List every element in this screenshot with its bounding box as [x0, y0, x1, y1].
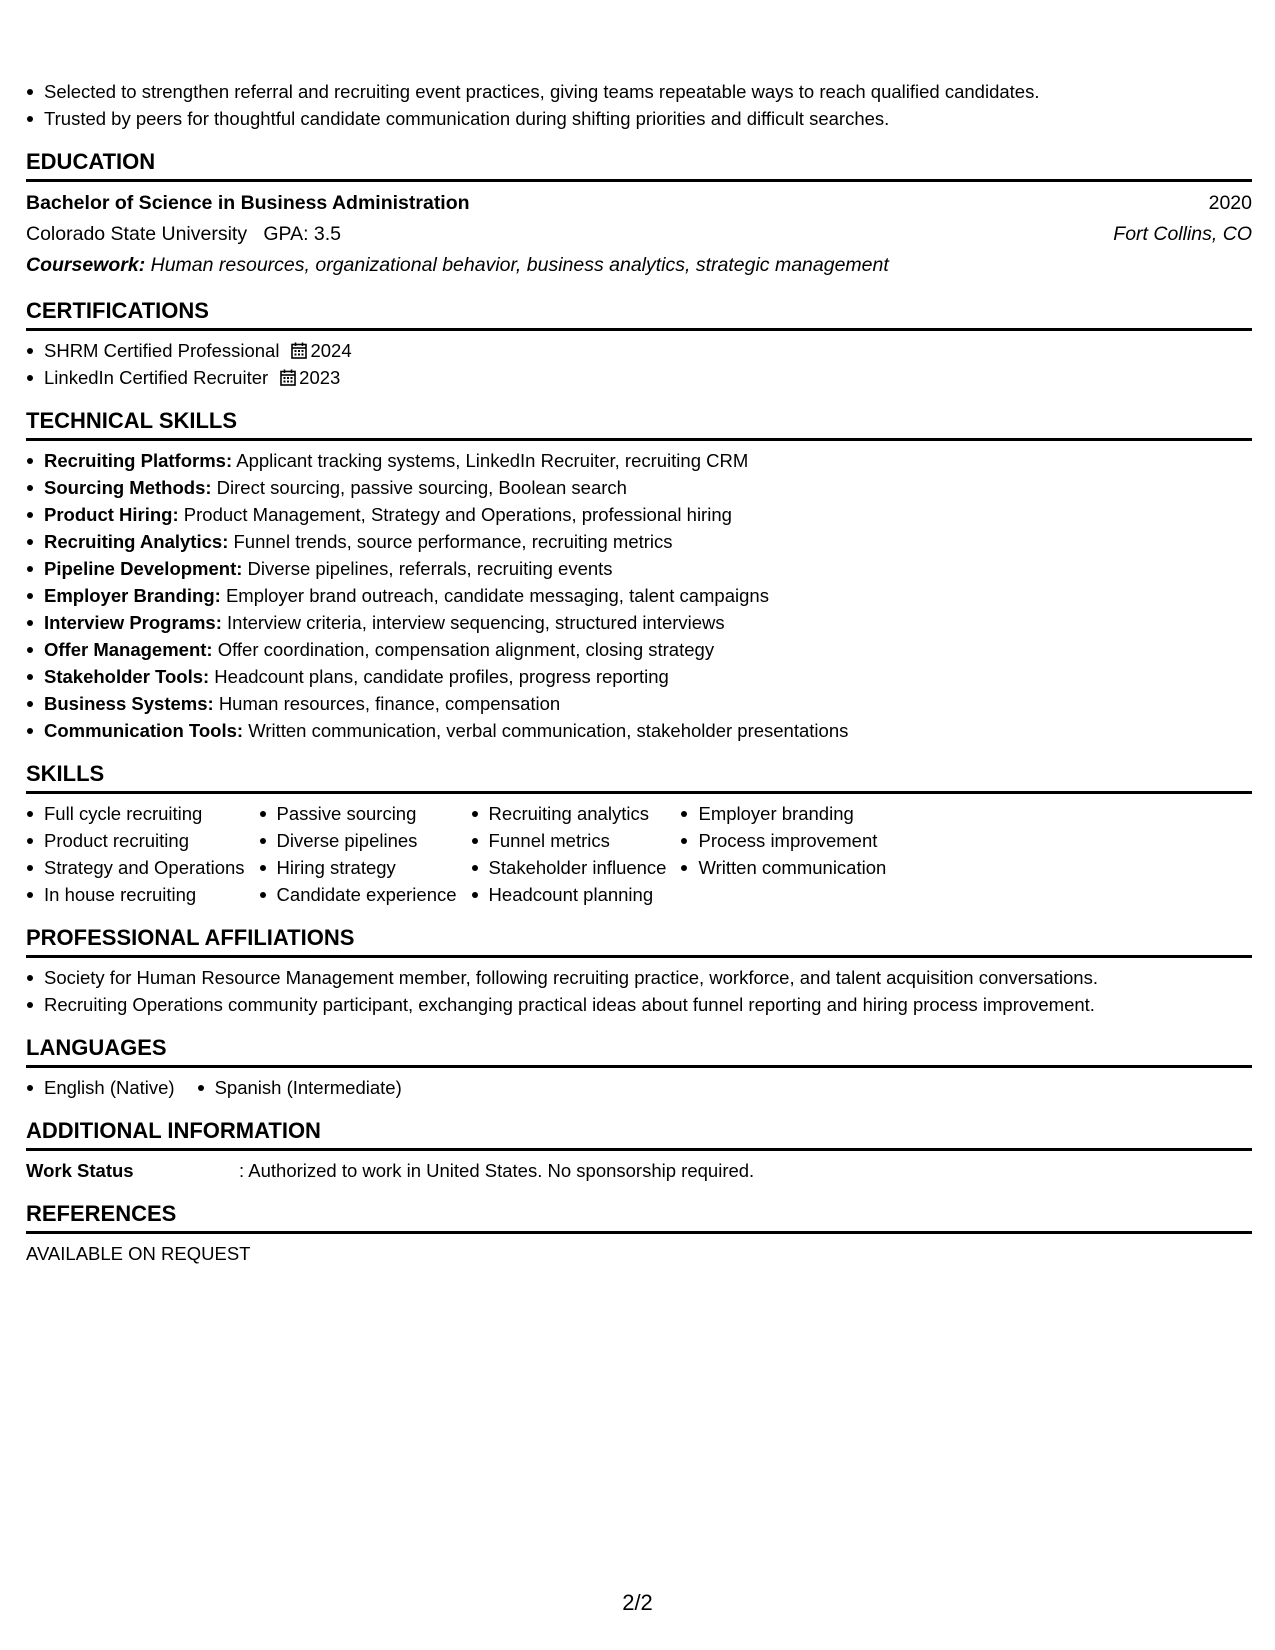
certifications-list — [26, 337, 1252, 391]
education-heading: EDUCATION — [26, 148, 1252, 182]
technical-skill-text: Funnel trends, source performance, recruiting metrics — [233, 531, 673, 552]
degree-row — [26, 188, 1252, 219]
certification-year: 2023 — [299, 367, 341, 388]
technical-skill-label: Offer Management: — [44, 639, 213, 660]
language-item: English (Native) — [26, 1074, 175, 1101]
technical-skill-item — [26, 582, 1252, 609]
skill-item: Passive sourcing — [259, 800, 457, 827]
coursework-label: Coursework: — [26, 254, 146, 276]
experience-bullet: Selected to strengthen referral and recruiting event practices, giving teams repeatable ways to reach qualified candidates. — [26, 78, 1252, 105]
calendar-icon — [280, 369, 296, 386]
skills-grid — [26, 800, 1252, 908]
calendar-icon — [291, 342, 307, 359]
skill-item: Employer branding — [680, 800, 886, 827]
experience-bullet: Trusted by peers for thoughtful candidate communication during shifting priorities and difficult searches. — [26, 105, 1252, 132]
degree-title: Bachelor of Science in Business Administration — [26, 192, 470, 214]
technical-skill-text: Written communication, verbal communication, stakeholder presentations — [248, 720, 849, 741]
references-heading: REFERENCES — [26, 1200, 1252, 1234]
language-item: Spanish (Intermediate) — [197, 1074, 402, 1101]
technical-skill-label: Pipeline Development: — [44, 558, 243, 579]
technical-skill-text: Interview criteria, interview sequencing, structured interviews — [227, 612, 725, 633]
technical-skill-item — [26, 528, 1252, 555]
work-status-value: : Authorized to work in United States. No sponsorship required. — [239, 1160, 755, 1181]
skills-column — [471, 800, 667, 908]
technical-skill-text: Offer coordination, compensation alignment, closing strategy — [217, 639, 715, 660]
languages-list — [26, 1074, 1252, 1101]
school-row — [26, 219, 1252, 250]
work-status-row — [26, 1157, 1252, 1184]
school-location: Fort Collins, CO — [1113, 223, 1252, 245]
skill-item: Product recruiting — [26, 827, 245, 854]
technical-skill-text: Human resources, finance, compensation — [218, 693, 561, 714]
technical-skill-label: Communication Tools: — [44, 720, 244, 741]
technical-skill-item — [26, 636, 1252, 663]
experience-bullets — [26, 78, 1252, 132]
technical-skill-label: Sourcing Methods: — [44, 477, 212, 498]
page-number: 2/2 — [622, 1590, 653, 1615]
languages-heading: LANGUAGES — [26, 1034, 1252, 1068]
skill-item: Stakeholder influence — [471, 854, 667, 881]
technical-skill-item — [26, 447, 1252, 474]
technical-skill-item — [26, 663, 1252, 690]
certification-date — [280, 367, 340, 388]
graduation-year: 2020 — [1208, 192, 1252, 214]
skill-item: Candidate experience — [259, 881, 457, 908]
technical-skill-label: Stakeholder Tools: — [44, 666, 210, 687]
technical-skill-label: Recruiting Platforms: — [44, 450, 233, 471]
affiliations-list — [26, 964, 1252, 1018]
technical-skill-text: Headcount plans, candidate profiles, progress reporting — [214, 666, 669, 687]
skills-heading: SKILLS — [26, 760, 1252, 794]
certification-year: 2024 — [310, 340, 352, 361]
affiliation-item: Recruiting Operations community participant, exchanging practical ideas about funnel reporting and hiring process improvement. — [26, 991, 1252, 1018]
skill-item: Recruiting analytics — [471, 800, 667, 827]
technical-skill-item — [26, 609, 1252, 636]
references-text: AVAILABLE ON REQUEST — [26, 1243, 251, 1264]
certification-name: LinkedIn Certified Recruiter — [44, 367, 269, 388]
additional-info-heading: ADDITIONAL INFORMATION — [26, 1117, 1252, 1151]
work-status-label: Work Status — [26, 1160, 134, 1181]
technical-skill-label: Interview Programs: — [44, 612, 222, 633]
technical-skill-label: Business Systems: — [44, 693, 214, 714]
technical-skill-text: Employer brand outreach, candidate messaging, talent campaigns — [225, 585, 769, 606]
skill-item: Diverse pipelines — [259, 827, 457, 854]
skill-item: Strategy and Operations — [26, 854, 245, 881]
technical-skill-text: Product Management, Strategy and Operations, professional hiring — [183, 504, 732, 525]
technical-skill-label: Employer Branding: — [44, 585, 221, 606]
skill-item: Funnel metrics — [471, 827, 667, 854]
technical-skill-label: Product Hiring: — [44, 504, 179, 525]
coursework — [26, 250, 1252, 281]
skill-item: Full cycle recruiting — [26, 800, 245, 827]
resume-page — [26, 78, 1252, 1268]
technical-skill-text: Applicant tracking systems, LinkedIn Recruiter, recruiting CRM — [236, 450, 749, 471]
certification-item — [26, 337, 1252, 364]
certification-date — [291, 340, 351, 361]
skill-item: Headcount planning — [471, 881, 667, 908]
skill-item: Process improvement — [680, 827, 886, 854]
certifications-heading: CERTIFICATIONS — [26, 297, 1252, 331]
skills-column — [26, 800, 245, 908]
school-name: Colorado State University GPA: 3.5 — [26, 223, 342, 245]
certification-name: SHRM Certified Professional — [44, 340, 280, 361]
technical-skill-text: Direct sourcing, passive sourcing, Boolean search — [216, 477, 627, 498]
skill-item: In house recruiting — [26, 881, 245, 908]
technical-skill-item — [26, 690, 1252, 717]
technical-skills-heading: TECHNICAL SKILLS — [26, 407, 1252, 441]
technical-skill-item — [26, 501, 1252, 528]
affiliation-item: Society for Human Resource Management member, following recruiting practice, workforce, and talent acquisition conversations. — [26, 964, 1252, 991]
technical-skill-item — [26, 555, 1252, 582]
technical-skills-list — [26, 447, 1252, 744]
skill-item: Written communication — [680, 854, 886, 881]
certification-item — [26, 364, 1252, 391]
technical-skill-label: Recruiting Analytics: — [44, 531, 229, 552]
technical-skill-item — [26, 717, 1252, 744]
technical-skill-text: Diverse pipelines, referrals, recruiting events — [247, 558, 613, 579]
technical-skill-item — [26, 474, 1252, 501]
coursework-text: Human resources, organizational behavior, business analytics, strategic management — [150, 254, 889, 276]
skills-column — [259, 800, 457, 908]
skills-column — [680, 800, 886, 908]
skill-item: Hiring strategy — [259, 854, 457, 881]
affiliations-heading: PROFESSIONAL AFFILIATIONS — [26, 924, 1252, 958]
